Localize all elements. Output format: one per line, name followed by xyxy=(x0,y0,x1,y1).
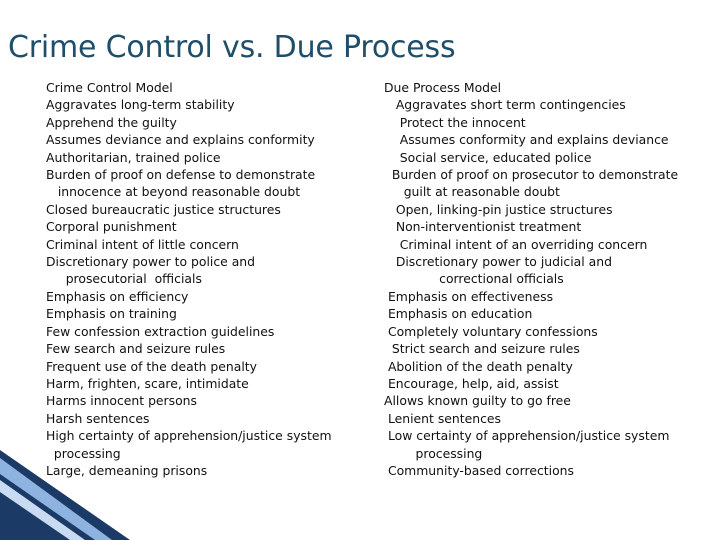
crime-control-line: Closed bureaucratic justice structures xyxy=(46,201,281,217)
due-process-line: Burden of proof on prosecutor to demonstrate xyxy=(384,167,679,183)
crime-control-line: High certainty of apprehension/justice system xyxy=(46,428,332,444)
crime-control-line: prosecutorial officials xyxy=(46,271,202,287)
crime-control-line: Aggravates long-term stability xyxy=(46,97,235,113)
due-process-line: Criminal intent of an overriding concern xyxy=(384,236,648,252)
due-process-line: Emphasis on education xyxy=(384,306,533,322)
crime-control-line: Few search and seizure rules xyxy=(46,341,226,357)
due-process-heading: Due Process Model xyxy=(384,80,502,95)
crime-control-line: Burden of proof on defense to demonstrate xyxy=(46,167,316,183)
due-process-line: Social service, educated police xyxy=(384,149,592,165)
crime-control-line: Frequent use of the death penalty xyxy=(46,358,257,374)
due-process-line: Allows known guilty to go free xyxy=(384,393,571,409)
due-process-line: Encourage, help, aid, assist xyxy=(384,375,559,391)
crime-control-line: Harms innocent persons xyxy=(46,393,197,409)
crime-control-line: Harm, frighten, scare, intimidate xyxy=(46,375,249,391)
crime-control-line: Criminal intent of little concern xyxy=(46,236,239,252)
crime-control-line: Corporal punishment xyxy=(46,219,177,235)
due-process-column xyxy=(384,79,678,479)
crime-control-line: Apprehend the guilty xyxy=(46,114,177,130)
due-process-line: Community-based corrections xyxy=(384,462,574,478)
due-process-line: processing xyxy=(384,445,483,461)
due-process-line: Open, linking-pin justice structures xyxy=(384,201,613,217)
due-process-line: Lenient sentences xyxy=(384,410,501,426)
due-process-line: Emphasis on effectiveness xyxy=(384,288,554,304)
crime-control-line: innocence at beyond reasonable doubt xyxy=(46,184,301,200)
crime-control-line: Assumes deviance and explains conformity xyxy=(46,132,315,148)
crime-control-line: Discretionary power to police and xyxy=(46,254,256,270)
due-process-line: Low certainty of apprehension/justice system xyxy=(384,428,670,444)
due-process-line: guilt at reasonable doubt xyxy=(384,184,560,200)
due-process-line: Strict search and seizure rules xyxy=(384,341,580,357)
crime-control-line: processing xyxy=(46,445,121,461)
crime-control-column xyxy=(46,79,332,479)
due-process-line: Abolition of the death penalty xyxy=(384,358,573,374)
due-process-line: Non-interventionist treatment xyxy=(384,219,582,235)
due-process-line: Completely voluntary confessions xyxy=(384,323,598,339)
due-process-line: correctional officials xyxy=(384,271,564,287)
crime-control-line: Emphasis on efficiency xyxy=(46,288,189,304)
slide-title: Crime Control vs. Due Process xyxy=(8,30,456,65)
due-process-line: Assumes conformity and explains deviance xyxy=(384,132,669,148)
crime-control-line: Emphasis on training xyxy=(46,306,177,322)
crime-control-line: Harsh sentences xyxy=(46,410,150,426)
crime-control-line: Large, demeaning prisons xyxy=(46,462,208,478)
due-process-line: Aggravates short term contingencies xyxy=(384,97,626,113)
crime-control-heading: Crime Control Model xyxy=(46,80,173,95)
due-process-line: Protect the innocent xyxy=(384,114,526,130)
crime-control-line: Authoritarian, trained police xyxy=(46,149,221,165)
due-process-line: Discretionary power to judicial and xyxy=(384,254,612,270)
crime-control-line: Few confession extraction guidelines xyxy=(46,323,275,339)
